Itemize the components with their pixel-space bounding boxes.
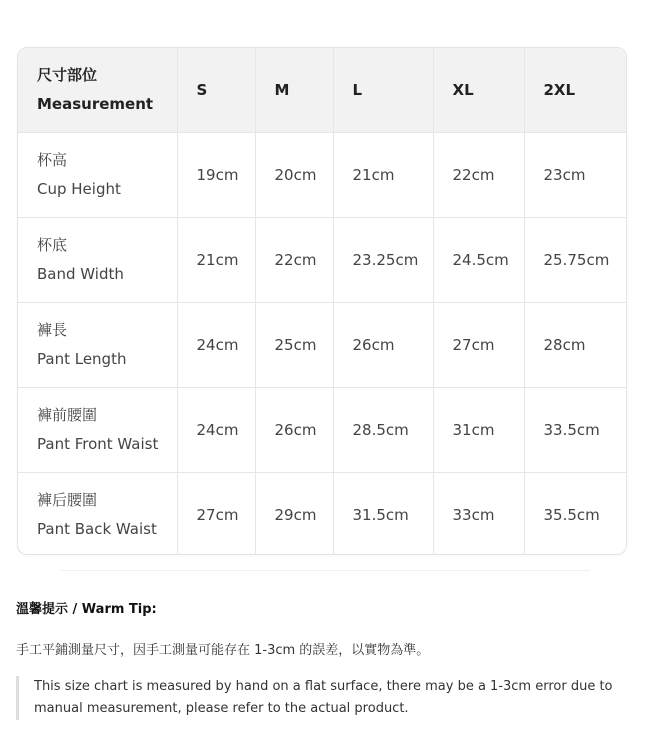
table-cell: 23cm [524, 133, 626, 218]
table-row [18, 473, 626, 556]
row-label-zh: 杯底 [37, 236, 68, 254]
row-label-en: Pant Length [37, 350, 127, 368]
row-label-zh: 褲前腰圍 [37, 406, 98, 424]
table-cell: 21cm [333, 133, 433, 218]
header-size-l: L [333, 48, 433, 133]
header-measurement-zh: 尺寸部位 [37, 66, 98, 84]
header-size-s: S [177, 48, 255, 133]
row-label-zh: 褲后腰圍 [37, 491, 98, 509]
table-cell: 28.5cm [333, 388, 433, 473]
header-measurement-en: Measurement [37, 95, 154, 113]
row-label-en: Pant Back Waist [37, 520, 157, 538]
warm-tip-zh: 手工平鋪測量尺寸，因手工測量可能存在 1-3cm 的誤差，以實物為準。 [16, 643, 430, 658]
table-cell: 20cm [255, 133, 333, 218]
table-cell: 27cm [433, 303, 524, 388]
table-header-row [18, 48, 626, 133]
table-cell: 31cm [433, 388, 524, 473]
table-cell: 21cm [177, 218, 255, 303]
table-row [18, 388, 626, 473]
warm-tip-quote [16, 676, 652, 720]
table-cell: 25.75cm [524, 218, 626, 303]
header-size-2xl: 2XL [524, 48, 626, 133]
table-row [18, 133, 626, 218]
row-label [18, 218, 177, 303]
row-label [18, 133, 177, 218]
size-chart-table-container [17, 47, 627, 555]
table-cell: 27cm [177, 473, 255, 556]
table-cell: 24.5cm [433, 218, 524, 303]
table-cell: 24cm [177, 388, 255, 473]
warm-tip-title: 溫馨提示 / Warm Tip: [16, 602, 157, 617]
row-label [18, 473, 177, 556]
table-cell: 26cm [255, 388, 333, 473]
row-label-en: Cup Height [37, 180, 121, 198]
table-cell: 33cm [433, 473, 524, 556]
header-size-xl: XL [433, 48, 524, 133]
table-cell: 26cm [333, 303, 433, 388]
table-cell: 25cm [255, 303, 333, 388]
row-label-zh: 褲長 [37, 321, 68, 339]
header-measurement [18, 48, 177, 133]
size-chart-table [18, 48, 626, 555]
table-cell: 24cm [177, 303, 255, 388]
divider [60, 570, 590, 571]
row-label-en: Band Width [37, 265, 124, 283]
table-row [18, 303, 626, 388]
row-label-zh: 杯高 [37, 151, 68, 169]
table-cell: 19cm [177, 133, 255, 218]
table-cell: 23.25cm [333, 218, 433, 303]
header-size-m: M [255, 48, 333, 133]
warm-tip-en: This size chart is measured by hand on a flat surface, there may be a 1-3cm error due to manual measurement, please refer to the actual product. [34, 679, 613, 716]
table-cell: 31.5cm [333, 473, 433, 556]
table-cell: 33.5cm [524, 388, 626, 473]
table-cell: 35.5cm [543, 506, 600, 524]
row-label [18, 303, 177, 388]
row-label [18, 388, 177, 473]
table-cell: 28cm [524, 303, 626, 388]
table-row [18, 218, 626, 303]
table-cell: 29cm [255, 473, 333, 556]
table-cell: 22cm [255, 218, 333, 303]
table-cell: 22cm [433, 133, 524, 218]
row-label-en: Pant Front Waist [37, 435, 159, 453]
